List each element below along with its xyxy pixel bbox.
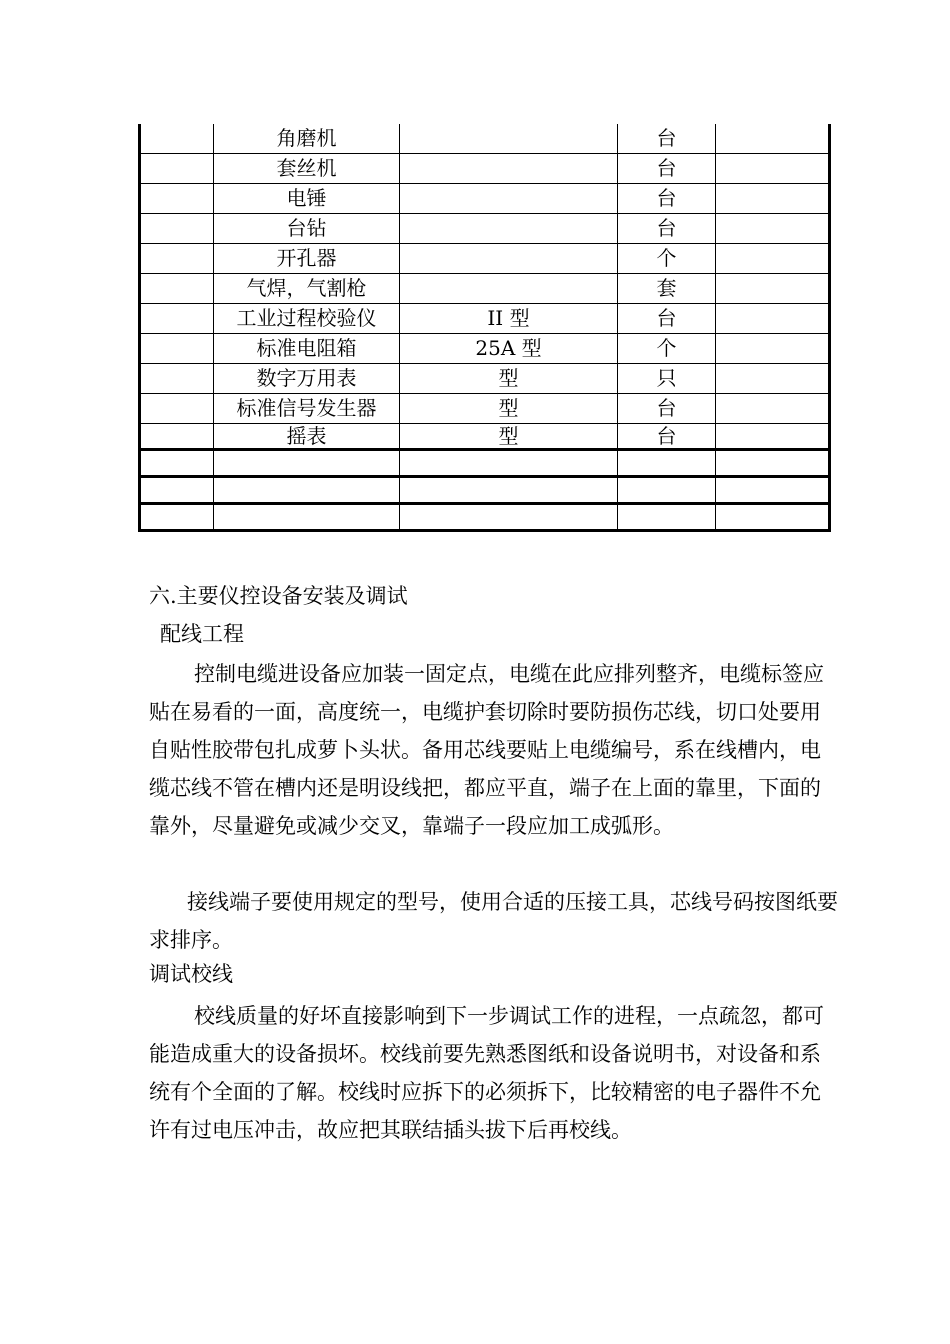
table-row-empty <box>140 477 830 504</box>
cell-model: II 型 <box>400 304 618 334</box>
table-row <box>140 394 830 424</box>
empty-cell <box>140 504 214 531</box>
cell-unit: 台 <box>618 154 716 184</box>
cell-no <box>140 334 214 364</box>
cell-qty <box>716 394 830 424</box>
table-row <box>140 274 830 304</box>
empty-cell <box>400 504 618 531</box>
table-row-empty <box>140 504 830 531</box>
cell-unit: 台 <box>618 214 716 244</box>
wiring-subheading: 配线工程 <box>160 622 244 646</box>
cell-model <box>400 184 618 214</box>
table-row <box>140 154 830 184</box>
table-row <box>140 244 830 274</box>
cell-no <box>140 364 214 394</box>
calibration-subheading: 调试校线 <box>149 962 233 986</box>
cell-qty <box>716 424 830 450</box>
cell-unit: 台 <box>618 184 716 214</box>
empty-cell <box>140 477 214 504</box>
cell-name: 数字万用表 <box>214 364 400 394</box>
empty-cell <box>214 450 400 477</box>
equipment-table <box>138 124 831 532</box>
cell-name: 摇表 <box>214 424 400 450</box>
cell-qty <box>716 244 830 274</box>
empty-cell <box>618 504 716 531</box>
cell-model <box>400 154 618 184</box>
cell-qty <box>716 274 830 304</box>
cell-name: 开孔器 <box>214 244 400 274</box>
empty-cell <box>214 477 400 504</box>
wiring-paragraph-1: 控制电缆进设备应加装一固定点，电缆在此应排列整齐，电缆标签应贴在易看的一面，高度统一，电缆护套切除时要防损伤芯线，切口处要用自贴性胶带包扎成萝卜头状。备用芯线要贴上电缆编号，系在线槽内，电缆芯线不管在槽内还是明设线把，都应平直，端子在上面的靠里，下面的靠外，尽量避免或减少交叉，靠端子一段应加工成弧形。 <box>149 662 824 838</box>
table-row <box>140 334 830 364</box>
calibration-paragraph-1: 校线质量的好坏直接影响到下一步调试工作的进程，一点疏忽，都可能造成重大的设备损坏。校线前要先熟悉图纸和设备说明书，对设备和系统有个全面的了解。校线时应拆下的必须拆下，比较精密的电子器件不允许有过电压冲击，故应把其联结插头拔下后再校线。 <box>149 1004 824 1142</box>
empty-cell <box>716 477 830 504</box>
cell-name: 气焊，气割枪 <box>214 274 400 304</box>
table-row <box>140 184 830 214</box>
cell-name: 角磨机 <box>214 124 400 154</box>
cell-no <box>140 154 214 184</box>
cell-unit: 套 <box>618 274 716 304</box>
cell-no <box>140 274 214 304</box>
cell-unit: 台 <box>618 424 716 450</box>
empty-cell <box>618 450 716 477</box>
cell-qty <box>716 214 830 244</box>
cell-qty <box>716 154 830 184</box>
empty-cell <box>400 450 618 477</box>
cell-qty <box>716 124 830 154</box>
cell-model: 型 <box>400 394 618 424</box>
cell-unit: 个 <box>618 334 716 364</box>
cell-qty <box>716 184 830 214</box>
cell-name: 套丝机 <box>214 154 400 184</box>
cell-unit: 个 <box>618 244 716 274</box>
cell-name: 工业过程校验仪 <box>214 304 400 334</box>
empty-cell <box>618 477 716 504</box>
cell-model <box>400 214 618 244</box>
cell-model <box>400 244 618 274</box>
cell-unit: 台 <box>618 394 716 424</box>
cell-unit: 台 <box>618 304 716 334</box>
table-row <box>140 424 830 450</box>
table-row <box>140 364 830 394</box>
table-row-empty <box>140 450 830 477</box>
cell-name: 台钻 <box>214 214 400 244</box>
cell-no <box>140 244 214 274</box>
table-row <box>140 214 830 244</box>
cell-model <box>400 124 618 154</box>
cell-name: 标准电阻箱 <box>214 334 400 364</box>
cell-unit: 台 <box>618 124 716 154</box>
wiring-paragraph-2: 接线端子要使用规定的型号，使用合适的压接工具，芯线号码按图纸要求排序。 <box>149 890 838 952</box>
empty-cell <box>716 504 830 531</box>
empty-cell <box>716 450 830 477</box>
empty-cell <box>400 477 618 504</box>
cell-no <box>140 124 214 154</box>
cell-model: 型 <box>400 364 618 394</box>
cell-qty <box>716 364 830 394</box>
cell-no <box>140 424 214 450</box>
cell-no <box>140 394 214 424</box>
empty-cell <box>214 504 400 531</box>
cell-model <box>400 274 618 304</box>
cell-unit: 只 <box>618 364 716 394</box>
cell-name: 标准信号发生器 <box>214 394 400 424</box>
empty-cell <box>140 450 214 477</box>
table-row <box>140 304 830 334</box>
cell-qty <box>716 304 830 334</box>
cell-model: 型 <box>400 424 618 450</box>
cell-name: 电锤 <box>214 184 400 214</box>
cell-no <box>140 184 214 214</box>
cell-no <box>140 304 214 334</box>
cell-qty <box>716 334 830 364</box>
section-heading: 六.主要仪控设备安装及调试 <box>149 584 408 608</box>
cell-no <box>140 214 214 244</box>
table-row <box>140 124 830 154</box>
cell-model: 25A 型 <box>400 334 618 364</box>
